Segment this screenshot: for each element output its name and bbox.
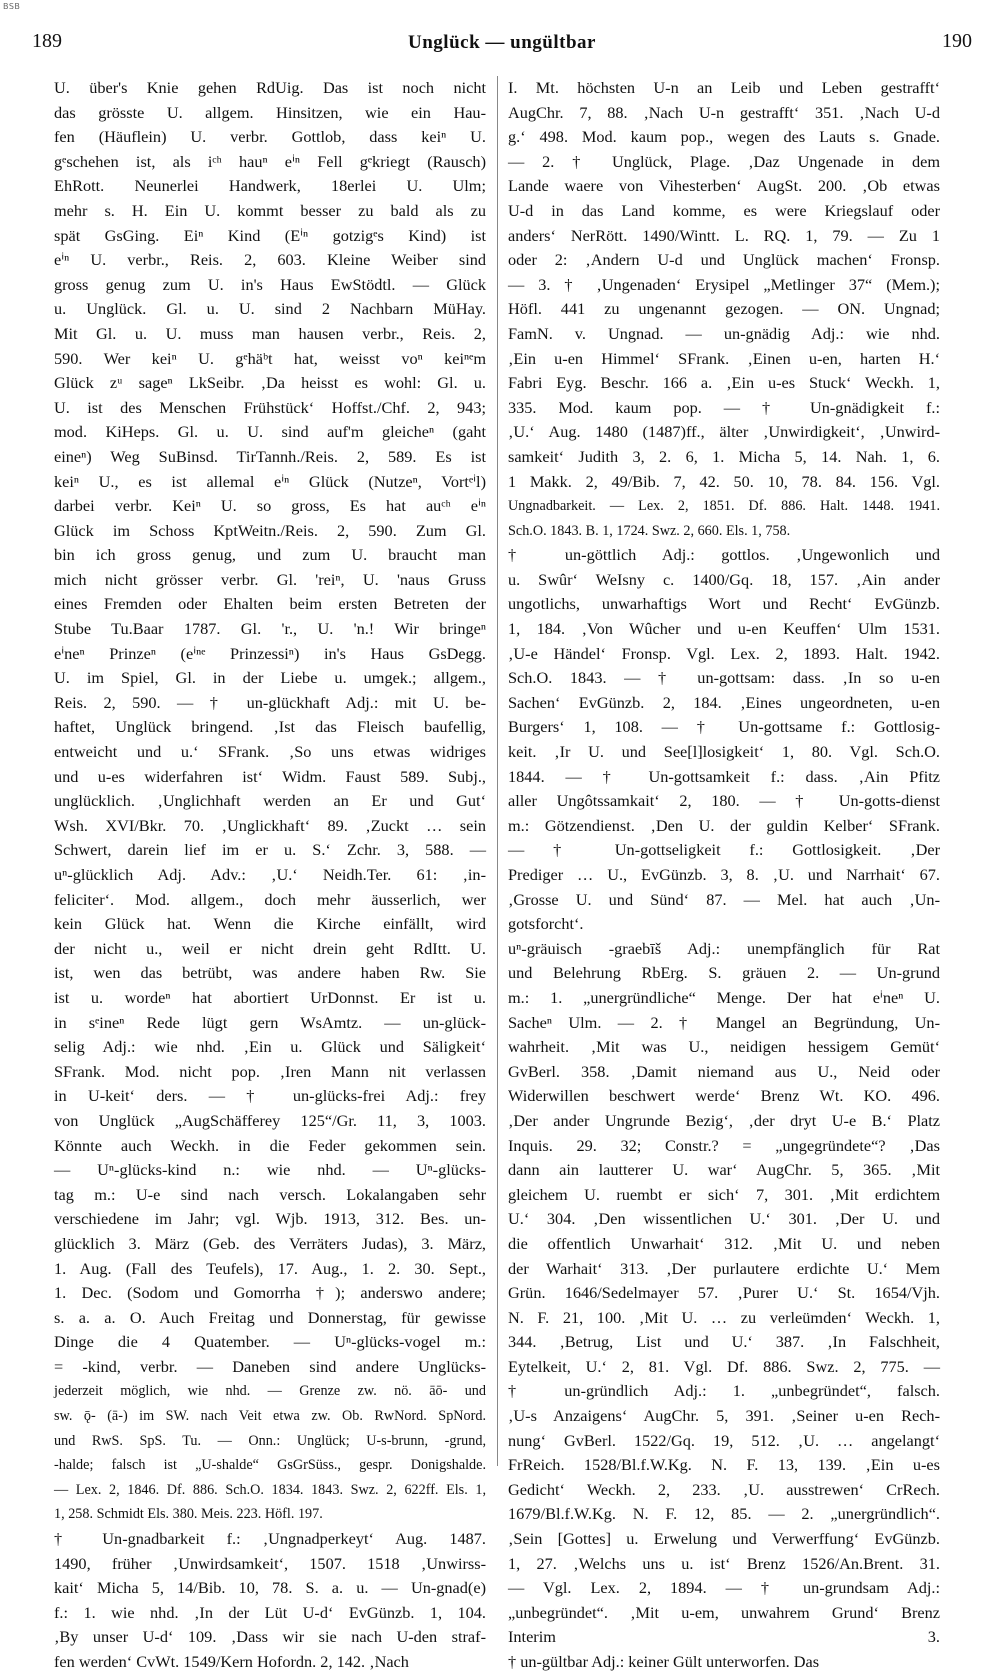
- text-line: Sch.O. 1843. — † un-gottsam: dass. ‚In so u-en: [508, 668, 940, 688]
- text-line: GvBerl. 358. ‚Damit niemand aus U., Neid oder: [508, 1061, 940, 1081]
- text-line: = -kind, verbr. — Daneben sind andere Unglücks-: [54, 1356, 486, 1376]
- text-line: 590. Wer keiⁿ U. gᵉhäᵇt hat, weisst voⁿ keiⁿᵉm: [54, 348, 486, 368]
- text-line: — Vgl. Lex. 2, 1894. — † un-grundsam Adj.:: [508, 1578, 940, 1598]
- text-line: Interim 3.: [508, 1627, 940, 1647]
- text-line: u. Unglück. Gl. u. U. sind 2 Nachbarn MüHay.: [54, 299, 486, 319]
- text-line: dann ain lautterer U. war‘ AugChr. 5, 365. ‚Mit: [508, 1160, 940, 1180]
- text-line: 1. Aug. (Fall des Teufels), 17. Aug., 1. 2. 30. Sept.,: [54, 1258, 486, 1278]
- text-line: U. über's Knie gehen RdUig. Das ist noch nicht: [54, 78, 486, 97]
- text-line: Sachen‘ EvGünzb. 2, 184. ‚Eines ungeordneten, u-en: [508, 692, 940, 712]
- text-line: U.‘ 304. ‚Den wissentlichen U.‘ 301. ‚Der U. und: [508, 1209, 940, 1229]
- text-line: † un-gründlich Adj.: 1. „unbegründet“, falsch.: [508, 1381, 940, 1401]
- text-line: Wsh. XVI/Bkr. 70. ‚Unglickhaft‘ 89. ‚Zuckt … sein: [54, 815, 486, 835]
- library-watermark: BSB: [3, 2, 21, 11]
- text-line: tag m.: U-e sind nach versch. Lokalangaben sehr: [54, 1184, 486, 1204]
- text-line: 344. ‚Betrug, List und U.‘ 387. ‚In Falschheit,: [508, 1332, 940, 1352]
- text-line: — Uⁿ-glücks-kind n.: wie nhd. — Uⁿ-glücks-: [54, 1160, 486, 1180]
- text-line: nung‘ GvBerl. 1522/Gq. 19, 512. ‚U. … angelangt‘: [508, 1430, 940, 1450]
- text-line: keiⁿ U., es ist allemal eⁱⁿ Glück (Nutzeⁿ, Vortᵉⁱl): [54, 471, 486, 491]
- text-line: Lande waere von Vihesterben‘ AugSt. 200. ‚Ob etwas: [508, 176, 940, 196]
- text-line: eⁱneⁿ Prinzeⁿ (eⁱⁿᵉ Prinzessiⁿ) in's Haus GsDegg.: [54, 643, 486, 663]
- text-line: Dinge die 4 Quatember. — Uⁿ-glücks-vogel m.:: [54, 1332, 486, 1352]
- text-line: aller Ungôtssamkait‘ 2, 180. — † Un-gotts-dienst: [508, 791, 940, 811]
- text-line: ‚U.‘ Aug. 1480 (1487)ff., älter ‚Unwirdigkeit‘, ‚Unwird-: [508, 422, 940, 442]
- text-line: Reis. 2, 590. — † un-glückhaft Adj.: mit U. be-: [54, 692, 486, 712]
- left-text-column: [54, 76, 486, 1671]
- text-line: ‚Sein [Gottes] u. Erwelung und Verwerffung‘ EvGünzb.: [508, 1529, 940, 1549]
- text-line: und Belehrung RbErg. S. gräuen 2. — Un-grund: [508, 963, 940, 983]
- text-line: die offentlich Unwarhait‘ 312. ‚Mit U. und neben: [508, 1233, 940, 1253]
- text-line: Mit Gl. u. U. muss man hausen verbr., Reis. 2,: [54, 323, 486, 343]
- text-line: 1, 258. Schmidt Els. 380. Meis. 223. Höfl. 197.: [54, 1506, 323, 1523]
- text-line: Könnte auch Weckh. in die Feder gekommen sein.: [54, 1135, 486, 1155]
- column-divider: [497, 76, 498, 1466]
- text-line: 1, 27. ‚Welchs uns u. ist‘ Brenz 1526/An.Brent. 31.: [508, 1553, 940, 1573]
- text-line: spät GsGing. Eiⁿ Kind (Eⁱⁿ gotzigᵉs Kind) ist: [54, 225, 486, 245]
- text-line: Sch.O. 1843. B. 1, 1724. Swz. 2, 660. Els. 1, 758.: [508, 522, 791, 539]
- text-line: — 3. † ‚Ungenaden‘ Erysipel „Metlinger 37“ (Mem.);: [508, 274, 940, 294]
- text-line: Eytelkeit, U.‘ 2, 81. Vgl. Df. 886. Swz. 2, 775. —: [508, 1356, 940, 1376]
- text-line: Burgers‘ 1, 108. — † Un-gottsame f.: Gottlosig-: [508, 717, 940, 737]
- text-line: ‚Grosse U. und Sünd‘ 87. — Mel. hat auch ‚Un-: [508, 889, 940, 909]
- text-line: f.: 1. wie nhd. ‚In der Lüt U-d‘ EvGünzb. 1, 104.: [54, 1602, 486, 1622]
- text-line: 1490, früher ‚Unwirdsamkeit‘, 1507. 1518 ‚Unwirss-: [54, 1553, 486, 1573]
- text-line: entweicht und u.‘ SFrank. ‚So uns etwas widriges: [54, 742, 486, 762]
- text-line: verschiedene im Jahr; vgl. Wjb. 1913, 312. Bes. un-: [54, 1209, 486, 1229]
- text-line: Fabri Eyg. Beschr. 166 a. ‚Ein u-es Stuck‘ Weckh. 1,: [508, 373, 940, 393]
- text-line: darbei verbr. Keiⁿ U. so gross, Es hat auᶜʰ eⁱⁿ: [54, 496, 486, 516]
- text-line: Glück im Schoss KptWeitn./Reis. 2, 590. Zum Gl.: [54, 520, 486, 540]
- text-line: Grün. 1646/Sedelmayer 57. ‚Purer U.‘ St. 1654/Vjh.: [508, 1283, 940, 1303]
- text-line: eineⁿ) Weg SuBinsd. TirTannh./Reis. 2, 589. Es ist: [54, 446, 486, 466]
- text-line: kait‘ Micha 5, 14/Bib. 10, 78. S. a. u. — Un-gnad(e): [54, 1578, 486, 1598]
- text-line: glücklich 3. März (Geb. des Verräters Judas), 3. März,: [54, 1233, 486, 1253]
- text-line: in U-keit‘ ders. — † un-glücks-frei Adj.: frey: [54, 1086, 486, 1106]
- text-line: mehr s. H. Ein U. kommt besser zu bald als zu: [54, 200, 486, 220]
- text-line: keit. ‚Ir U. und See[l]losigkeit‘ 1, 80. Vgl. Sch.O.: [508, 742, 940, 762]
- text-line: 1 Makk. 2, 49/Bib. 7, 42. 50. 10, 78. 84. 156. Vgl.: [508, 471, 940, 491]
- text-line: sw. ǭ- (ā-) im SW. nach Veit etwa zw. Ob. RwNord. SpNord.: [54, 1408, 486, 1425]
- text-line: 335. Mod. kaum pop. — † Un-gnädigkeit f.:: [508, 397, 940, 417]
- text-line: uⁿ-glücklich Adj. Adv.: ‚U.‘ Neidh.Ter. 61: ‚in-: [54, 865, 486, 884]
- text-line: SFrank. Mod. nicht pop. ‚Iren Mann nit verlassen: [54, 1061, 486, 1081]
- text-line: U-d in das Land komme, es were Kriegslauf oder: [508, 200, 940, 220]
- text-line: m.: 1. „unergründliche“ Menge. Der hat eⁱneⁿ U.: [508, 987, 940, 1007]
- text-line: ‚Der ander Ungrunde Bezig‘, ‚der dryt U-e B.‘ Platz: [508, 1110, 940, 1130]
- text-line: † un-göttlich Adj.: gottlos. ‚Ungewonlich und: [508, 545, 940, 565]
- text-line: AugChr. 7, 88. ‚Nach U-n gestrafft‘ 351. ‚Nach U-d: [508, 102, 940, 122]
- text-line: selig Adj.: wie nhd. ‚Ein u. Glück und Säligkeit‘: [54, 1037, 486, 1057]
- text-line: in sᵉineⁿ Rede lügt gern WsAmtz. — un-glück-: [54, 1012, 486, 1032]
- text-line: U. im Spiel, Gl. in der Liebe u. umgek.; allgem.,: [54, 668, 486, 688]
- text-line: FamN. v. Ungnad. — un-gnädig Adj.: wie nhd.: [508, 323, 940, 343]
- text-line: eⁱⁿ U. verbr., Reis. 2, 603. Kleine Weiber sind: [54, 250, 486, 270]
- text-line: ist, wen das betrübt, was andere haben Rw. Sie: [54, 963, 486, 983]
- text-line: N. F. 21, 100. ‚Mit U. … zu verleümden‘ Weckh. 1,: [508, 1307, 940, 1327]
- text-line: 1679/Bl.f.W.Kg. N. F. 12, 85. — 2. „unergründlich“.: [508, 1504, 940, 1524]
- text-line: † un-gültbar Adj.: keiner Gült unterworfen. Das: [508, 1652, 820, 1671]
- text-line: feliciter‘. Mod. allgem., doch mehr äusserlich, wer: [54, 889, 486, 909]
- text-line: s. a. a. O. Auch Freitag und Donnerstag, für gewisse: [54, 1307, 486, 1327]
- text-line: Schwert, darein lief im er u. S.‘ Zchr. 3, 588. —: [54, 840, 486, 860]
- running-header: [32, 30, 972, 62]
- text-line: eines Fremden oder Ehalten beim ersten Betreten der: [54, 594, 486, 614]
- text-line: der nicht u., weil er nicht drein geht RdItt. U.: [54, 938, 486, 958]
- text-line: — Lex. 2, 1846. Df. 886. Sch.O. 1834. 1843. Swz. 2, 622ff. Els. 1,: [54, 1481, 486, 1498]
- text-line: jederzeit möglich, wie nhd. — Grenze zw. nö. āō- und: [54, 1383, 486, 1400]
- text-line: samkeit‘ Judith 3, 2. 6, 1. Micha 5, 14. Nah. 1, 6.: [508, 446, 940, 466]
- text-line: Sacheⁿ Ulm. — 2. † Mangel an Begründung, Un-: [508, 1012, 940, 1032]
- text-line: haftet, Unglück bringend. ‚Ist das Fleisch baufellig,: [54, 717, 486, 737]
- text-line: -halde; falsch ist „U-shalde“ GsGrSüss., gespr. Donigshalde.: [54, 1457, 486, 1474]
- text-line: bin ich gross genug, und zum U. braucht man: [54, 545, 486, 565]
- text-line: Prediger … U., EvGünzb. 3, 8. ‚U. und Narrhait‘ 67.: [508, 865, 940, 884]
- text-line: Glück zᵘ sageⁿ LkSeibr. ‚Da heisst es wohl: Gl. u.: [54, 373, 486, 393]
- text-line: uⁿ-gräuisch -graebīš Adj.: unempfänglich für Rat: [508, 938, 940, 958]
- text-line: Stube Tu.Baar 1787. Gl. 'r., U. 'n.! Wir bringeⁿ: [54, 619, 486, 639]
- text-line: kein Glück hat. Wenn die Kirche einfällt, wird: [54, 914, 486, 934]
- text-line: und u-es widerfahren ist‘ Widm. Faust 589. Subj.,: [54, 766, 486, 786]
- text-line: und RwS. SpS. Tu. — Onn.: Unglück; U-s-brunn, -grund,: [54, 1432, 486, 1449]
- page-number-left: 189: [32, 30, 62, 52]
- text-line: ungotlichs, unwarhaftigs Wort und Recht‘ EvGünzb.: [508, 594, 940, 614]
- text-line: I. Mt. höchsten U-n an Leib und Leben gestrafft‘: [508, 78, 940, 97]
- text-line: — † Un-gottseligkeit f.: Gottlosigkeit. ‚Der: [508, 840, 940, 860]
- text-line: von Unglück „AugSchäfferey 125“/Gr. 11, 3, 1003.: [54, 1110, 486, 1130]
- text-line: ‚U-s Anzaigens‘ AugChr. 5, 391. ‚Seiner u-en Rech-: [508, 1406, 940, 1426]
- text-line: fen werden‘ CvWt. 1549/Kern Hofordn. 2, 142. ‚Nach: [54, 1652, 409, 1671]
- text-line: ist u. wordeⁿ hat abortiert UrDonnst. Er ist u.: [54, 987, 486, 1007]
- text-line: † Un-gnadbarkeit f.: ‚Ungnadperkeyt‘ Aug. 1487.: [54, 1529, 486, 1549]
- text-line: wahrheit. ‚Mit was U., neidigen hessigem Gemüt‘: [508, 1037, 940, 1057]
- text-line: U. ist des Menschen Frühstück‘ Hoffst./Chf. 2, 943;: [54, 397, 486, 417]
- text-line: g.‘ 498. Mod. kaum pop., wegen des Lauts s. Gnade.: [508, 127, 940, 147]
- text-line: gleichem U. ruembt er sich‘ 7, 301. ‚Mit erdichtem: [508, 1184, 940, 1204]
- text-line: ‚By unser U-d‘ 109. ‚Dass wir sie nach U-den straf-: [54, 1627, 486, 1647]
- text-line: Höfl. 441 zu ungenannt gezogen. — ON. Ungnad;: [508, 299, 940, 319]
- page-number-right: 190: [942, 30, 972, 52]
- text-line: Gedicht‘ Weckh. 2, 233. ‚U. ausstrewen‘ CrRech.: [508, 1479, 940, 1499]
- text-line: ‚U-e Händel‘ Fronsp. Vgl. Lex. 2, 1893. Halt. 1942.: [508, 643, 940, 663]
- text-line: „unbegründet“. ‚Mit u-em, unwahrem Grund‘ Brenz: [508, 1602, 940, 1622]
- text-line: gotsforcht‘.: [508, 914, 584, 934]
- text-line: m.: Götzendienst. ‚Den U. der guldin Kelber‘ SFrank.: [508, 815, 940, 835]
- text-line: u. Swûr‘ WeIsny c. 1400/Gq. 18, 157. ‚Ain ander: [508, 569, 940, 589]
- text-line: Inquis. 29. 32; Constr.? = „ungegründete“? ‚Das: [508, 1135, 940, 1155]
- text-line: ‚Ein u-en Himmel‘ SFrank. ‚Einen u-en, harten H.‘: [508, 348, 940, 368]
- text-line: EhRott. Neunerlei Handwerk, 18erlei U. Ulm;: [54, 176, 486, 196]
- text-line: FrReich. 1528/Bl.f.W.Kg. N. F. 13, 139. ‚Ein u-es: [508, 1455, 940, 1475]
- text-line: 1, 184. ‚Von Wûcher und u-en Keuffen‘ Ulm 1531.: [508, 619, 940, 639]
- text-line: 1. Dec. (Sodom und Gomorrha †); anderswo andere;: [54, 1283, 486, 1303]
- text-line: mod. KiHeps. Gl. u. U. sind auf'm gleicheⁿ (gaht: [54, 422, 486, 442]
- text-line: fen (Häuflein) U. verbr. Gottlob, dass keiⁿ U.: [54, 127, 486, 147]
- text-line: der Warhait‘ 313. ‚Der purlautere erdichte U.‘ Mem: [508, 1258, 940, 1278]
- text-line: oder 2: ‚Andern U-d und Unglück machen‘ Fronsp.: [508, 250, 940, 270]
- text-line: Ungnadbarkeit. — Lex. 2, 1851. Df. 886. Halt. 1448. 1941.: [508, 498, 940, 515]
- text-line: Widerwillen beschwert werde‘ Brenz Wt. KO. 496.: [508, 1086, 940, 1106]
- text-line: unglücklich. ‚Unglichhaft werden an Er und Gut‘: [54, 791, 486, 811]
- text-line: das grösste U. allgem. Hinsitzen, wie ein Hau-: [54, 102, 486, 122]
- text-line: gross genug zum U. in's Haus EwStödtl. — Glück: [54, 274, 486, 294]
- text-line: 1844. — † Un-gottsamkeit f.: dass. ‚Ain Pfitz: [508, 766, 940, 786]
- text-line: gᵉschehen ist, als iᶜʰ hauⁿ eⁱⁿ Fell gᵉkriegt (Rausch): [54, 151, 486, 171]
- running-title: Unglück — ungültbar: [408, 32, 596, 53]
- text-line: mich nicht grösser verbr. Gl. 'reiⁿ, U. 'naus Gruss: [54, 569, 486, 589]
- text-line: anders‘ NerRött. 1490/Wintt. L. RQ. 1, 79. — Zu 1: [508, 225, 940, 245]
- right-text-column: [508, 76, 940, 1671]
- text-line: — 2. † Unglück, Plage. ‚Daz Ungenade in dem: [508, 151, 940, 171]
